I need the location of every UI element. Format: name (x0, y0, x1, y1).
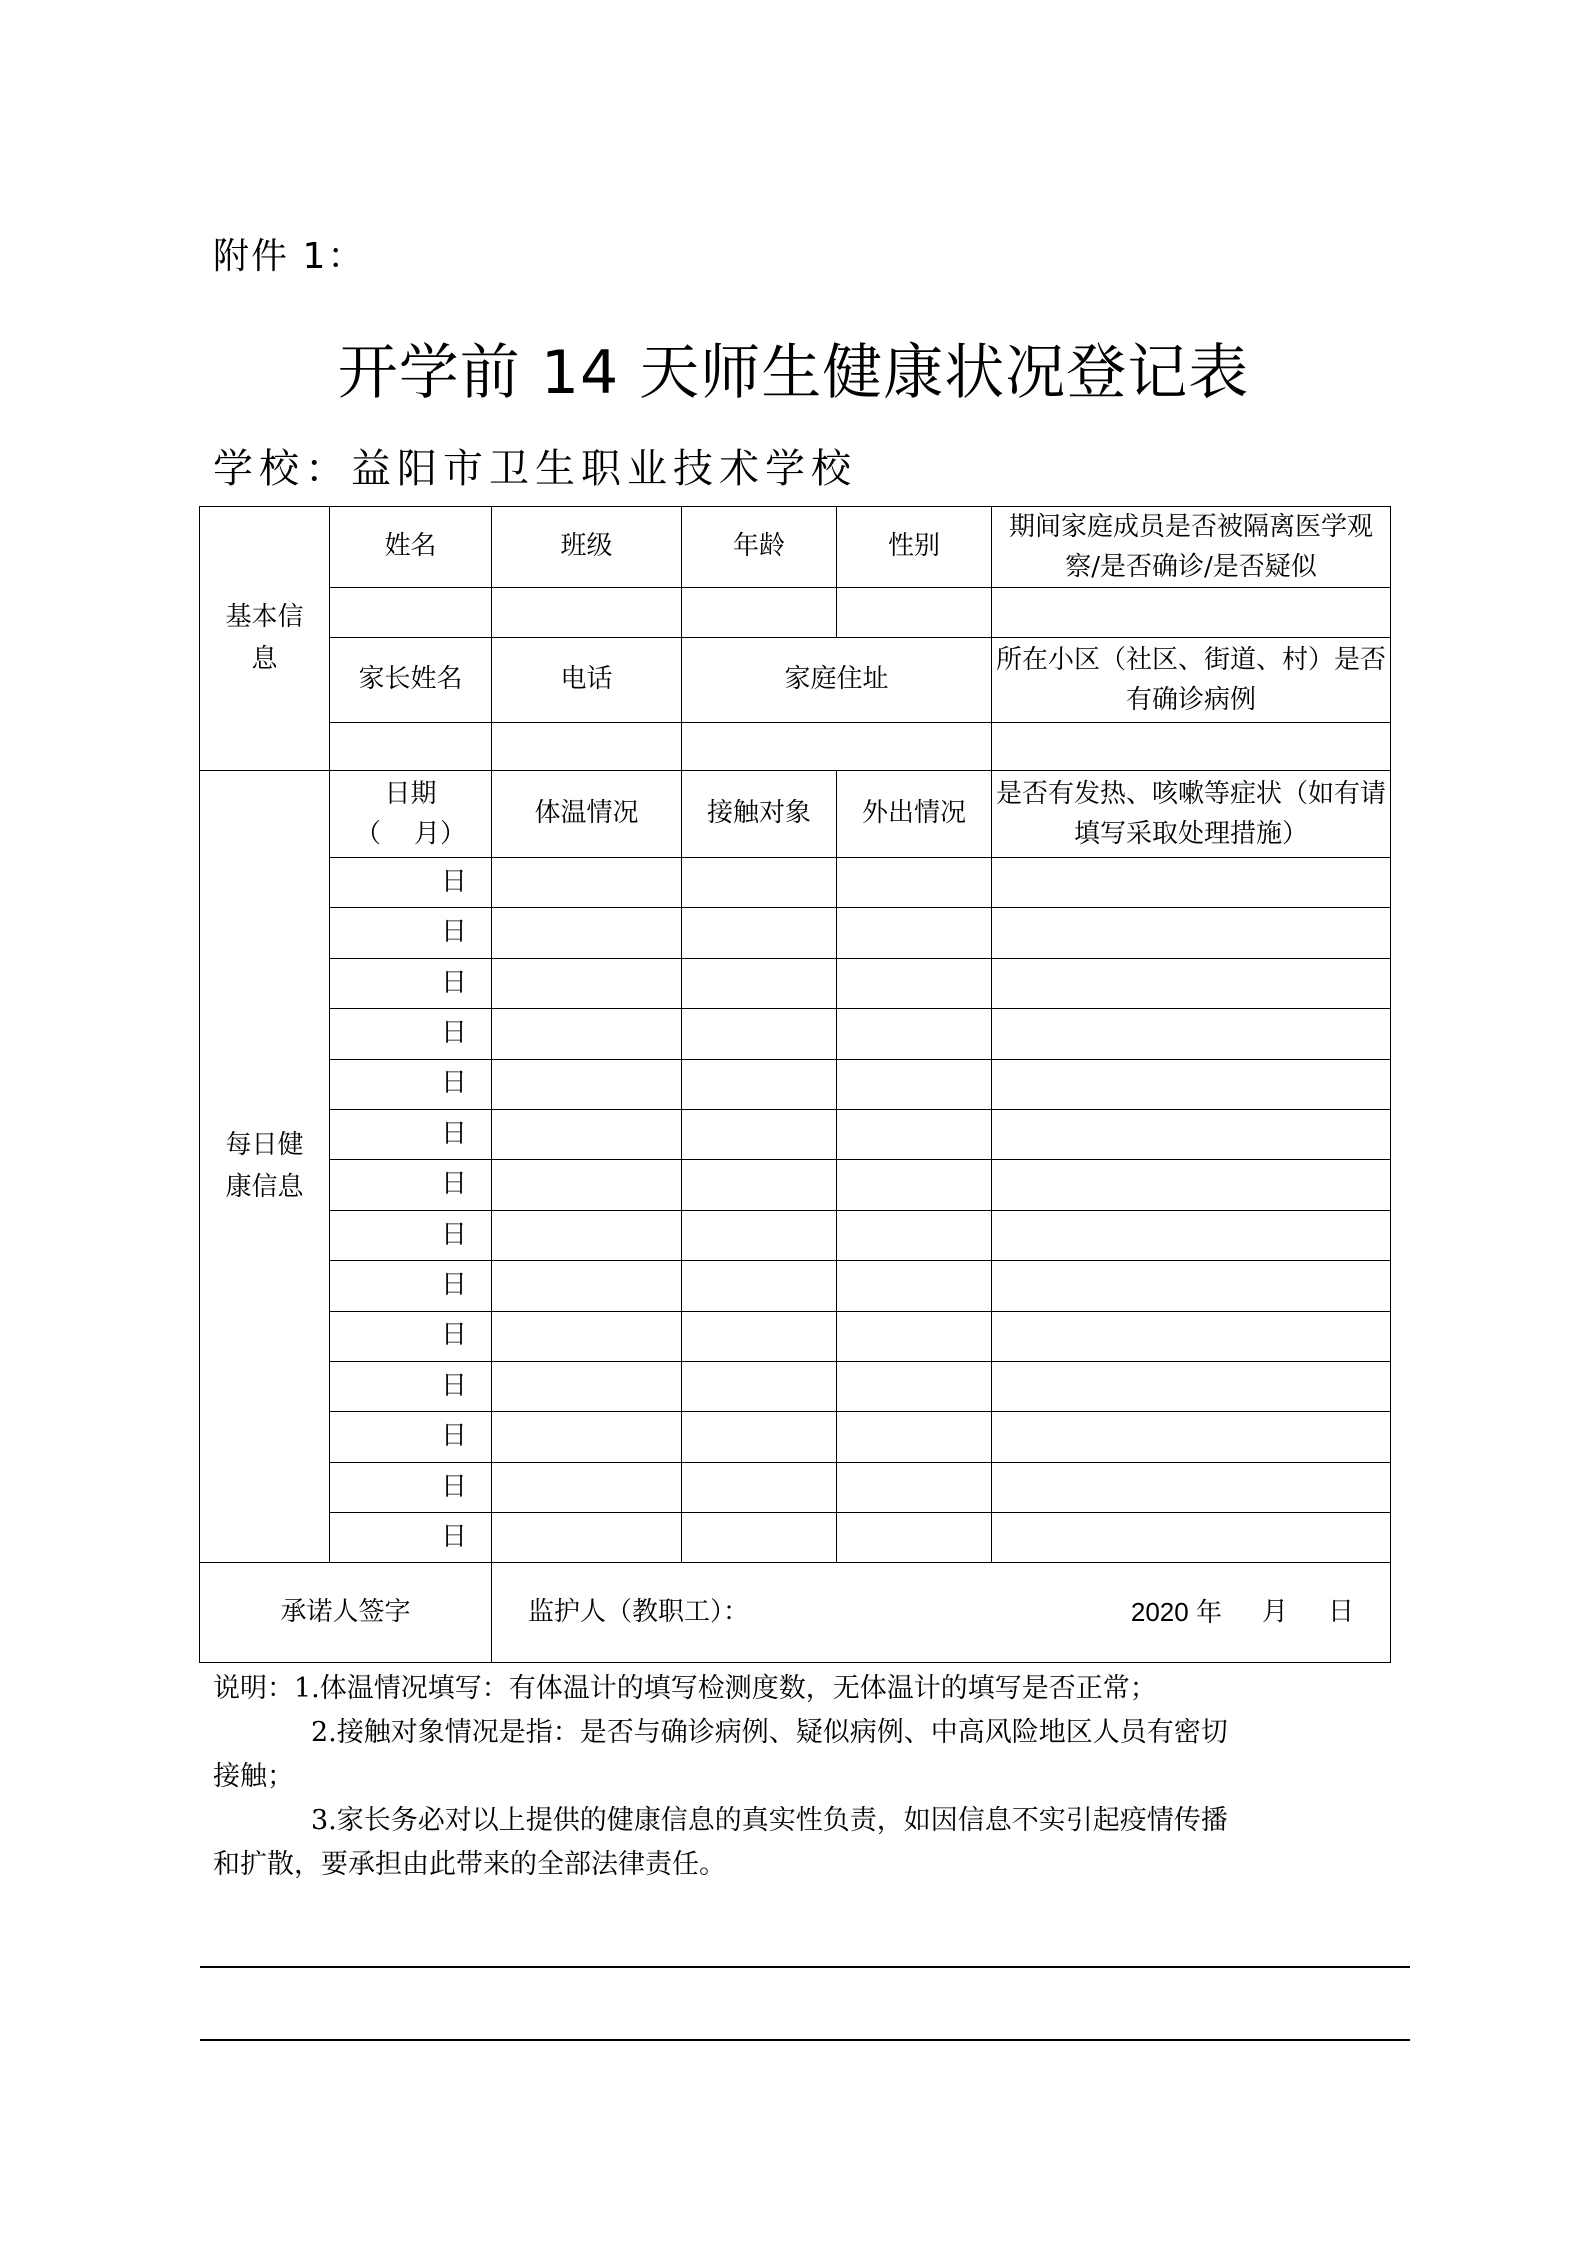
daily-row (200, 1261, 1391, 1311)
daily-row (200, 1160, 1391, 1210)
symptoms-input[interactable] (992, 958, 1391, 1008)
temperature-input[interactable] (492, 1210, 682, 1260)
header-date-month: （ 月） (354, 819, 467, 849)
header-community-cases: 所在小区（社区、街道、村）是否有确诊病例 (992, 638, 1391, 723)
guardian-label: 监护人（教职工）： (528, 1597, 750, 1628)
header-class: 班级 (492, 507, 682, 588)
outings-input[interactable] (837, 1210, 992, 1260)
signature-date (1117, 1563, 1354, 1662)
outings-input[interactable] (837, 1109, 992, 1159)
contacts-input[interactable] (682, 1513, 837, 1563)
name-input[interactable] (330, 588, 492, 638)
day-label: 日 (330, 1210, 492, 1260)
signature-day: 日 (1327, 1597, 1354, 1628)
header-phone: 电话 (492, 638, 682, 723)
basic-header-row-2 (200, 638, 1391, 723)
daily-row (200, 1462, 1391, 1512)
contacts-input[interactable] (682, 1210, 837, 1260)
notes-section (213, 1667, 1413, 1887)
day-label: 日 (330, 1109, 492, 1159)
temperature-input[interactable] (492, 958, 682, 1008)
outings-input[interactable] (837, 1412, 992, 1462)
community-cases-input[interactable] (992, 723, 1391, 771)
header-parent-name: 家长姓名 (330, 638, 492, 723)
class-input[interactable] (492, 588, 682, 638)
temperature-input[interactable] (492, 908, 682, 958)
temperature-input[interactable] (492, 1513, 682, 1563)
daily-row (200, 1412, 1391, 1462)
temperature-input[interactable] (492, 1412, 682, 1462)
note-1: 说明：1.体温情况填写：有体温计的填写检测度数，无体温计的填写是否正常； (213, 1673, 1157, 1704)
contacts-input[interactable] (682, 1311, 837, 1361)
daily-row (200, 858, 1391, 908)
header-temperature: 体温情况 (492, 771, 682, 858)
symptoms-input[interactable] (992, 1109, 1391, 1159)
header-gender: 性别 (837, 507, 992, 588)
day-label: 日 (330, 1412, 492, 1462)
contacts-input[interactable] (682, 1361, 837, 1411)
basic-input-row-1 (200, 588, 1391, 638)
daily-row (200, 908, 1391, 958)
temperature-input[interactable] (492, 1059, 682, 1109)
contacts-input[interactable] (682, 1412, 837, 1462)
contacts-input[interactable] (682, 1261, 837, 1311)
outings-input[interactable] (837, 1261, 992, 1311)
day-label: 日 (330, 1311, 492, 1361)
symptoms-input[interactable] (992, 1059, 1391, 1109)
day-label: 日 (330, 1513, 492, 1563)
day-label: 日 (330, 1009, 492, 1059)
gender-input[interactable] (837, 588, 992, 638)
outings-input[interactable] (837, 1009, 992, 1059)
daily-row (200, 1311, 1391, 1361)
contacts-input[interactable] (682, 958, 837, 1008)
symptoms-input[interactable] (992, 1311, 1391, 1361)
guardian-signature-field[interactable] (492, 1563, 1391, 1663)
header-name: 姓名 (330, 507, 492, 588)
contacts-input[interactable] (682, 858, 837, 908)
day-label: 日 (330, 858, 492, 908)
daily-row (200, 1109, 1391, 1159)
phone-input[interactable] (492, 723, 682, 771)
basic-input-row-2 (200, 723, 1391, 771)
header-symptoms: 是否有发热、咳嗽等症状（如有请填写采取处理措施） (992, 771, 1391, 858)
header-home-address: 家庭住址 (682, 638, 992, 723)
home-address-input[interactable] (682, 723, 992, 771)
outings-input[interactable] (837, 958, 992, 1008)
family-quarantine-input[interactable] (992, 588, 1391, 638)
contacts-input[interactable] (682, 1462, 837, 1512)
day-label: 日 (330, 908, 492, 958)
symptoms-input[interactable] (992, 1513, 1391, 1563)
temperature-input[interactable] (492, 1109, 682, 1159)
note-3: 3.家长务必对以上提供的健康信息的真实性负责，如因信息不实引起疫情传播 (311, 1805, 1228, 1836)
symptoms-input[interactable] (992, 1210, 1391, 1260)
header-date-label: 日期 (384, 779, 437, 809)
outings-input[interactable] (837, 1361, 992, 1411)
contacts-input[interactable] (682, 1109, 837, 1159)
outings-input[interactable] (837, 1513, 992, 1563)
daily-row (200, 1361, 1391, 1411)
symptoms-input[interactable] (992, 1412, 1391, 1462)
symptoms-input[interactable] (992, 1361, 1391, 1411)
note-2: 2.接触对象情况是指：是否与确诊病例、疑似病例、中高风险地区人员有密切 (311, 1717, 1228, 1748)
temperature-input[interactable] (492, 1311, 682, 1361)
temperature-input[interactable] (492, 858, 682, 908)
day-label: 日 (330, 1059, 492, 1109)
age-input[interactable] (682, 588, 837, 638)
signature-year: 2020 年 (1130, 1597, 1222, 1628)
school-line: 学校：益阳市卫生职业技术学校 (213, 446, 857, 492)
note-2-cont: 接触； (213, 1761, 294, 1792)
contacts-input[interactable] (682, 908, 837, 958)
blank-line-1 (200, 1966, 1410, 1968)
day-label: 日 (330, 1160, 492, 1210)
symptoms-input[interactable] (992, 1009, 1391, 1059)
symptoms-input[interactable] (992, 1261, 1391, 1311)
header-date (330, 771, 492, 858)
attachment-label: 附件 1： (213, 236, 366, 277)
header-outings: 外出情况 (837, 771, 992, 858)
contacts-input[interactable] (682, 1059, 837, 1109)
daily-row (200, 1059, 1391, 1109)
basic-info-section-label: 基本信息 (200, 507, 330, 771)
day-label: 日 (330, 1462, 492, 1512)
outings-input[interactable] (837, 1311, 992, 1361)
contacts-input[interactable] (682, 1009, 837, 1059)
temperature-input[interactable] (492, 1160, 682, 1210)
daily-row (200, 1210, 1391, 1260)
symptoms-input[interactable] (992, 1160, 1391, 1210)
day-label: 日 (330, 958, 492, 1008)
page-title: 开学前 14 天师生健康状况登记表 (337, 338, 1250, 408)
header-age: 年龄 (682, 507, 837, 588)
temperature-input[interactable] (492, 1009, 682, 1059)
health-registration-table (199, 506, 1391, 1663)
symptoms-input[interactable] (992, 858, 1391, 908)
temperature-input[interactable] (492, 1462, 682, 1512)
temperature-input[interactable] (492, 1261, 682, 1311)
daily-info-section-label: 每日健康信息 (200, 771, 330, 1563)
header-contacts: 接触对象 (682, 771, 837, 858)
parent-name-input[interactable] (330, 723, 492, 771)
day-label: 日 (330, 1261, 492, 1311)
signature-month: 月 (1261, 1597, 1288, 1628)
outings-input[interactable] (837, 1059, 992, 1109)
outings-input[interactable] (837, 1462, 992, 1512)
daily-header-row (200, 771, 1391, 858)
outings-input[interactable] (837, 1160, 992, 1210)
symptoms-input[interactable] (992, 1462, 1391, 1512)
symptoms-input[interactable] (992, 908, 1391, 958)
temperature-input[interactable] (492, 1361, 682, 1411)
outings-input[interactable] (837, 858, 992, 908)
blank-line-2 (200, 2039, 1410, 2041)
daily-row (200, 958, 1391, 1008)
note-3-cont: 和扩散，要承担由此带来的全部法律责任。 (213, 1849, 726, 1880)
signature-row (200, 1563, 1391, 1663)
daily-row (200, 1513, 1391, 1563)
outings-input[interactable] (837, 908, 992, 958)
contacts-input[interactable] (682, 1160, 837, 1210)
signature-label: 承诺人签字 (200, 1563, 492, 1663)
basic-header-row-1 (200, 507, 1391, 588)
daily-row (200, 1009, 1391, 1059)
header-family-quarantine: 期间家庭成员是否被隔离医学观察/是否确诊/是否疑似 (992, 507, 1391, 588)
day-label: 日 (330, 1361, 492, 1411)
